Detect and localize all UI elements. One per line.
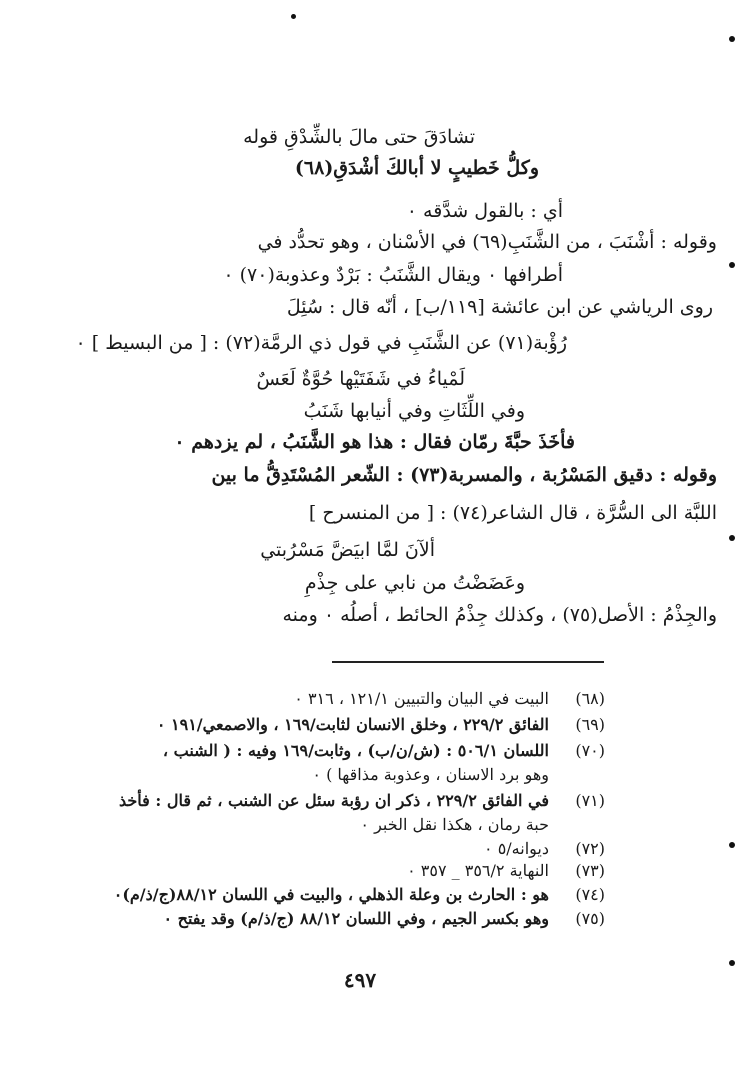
margin-dot: [729, 960, 735, 966]
body-text-line: اللبَّة الى السُّرَّة ، قال الشاعر(٧٤) : [ من المنسرح ]: [308, 502, 717, 524]
footnote-text: النهاية ٣٥٦/٢ _ ٣٥٧ ٠: [407, 861, 549, 880]
verse-line: وعَضَضْتُ من نابي على جِذْمِ: [304, 572, 525, 594]
footnote-number: (٧٤): [575, 885, 605, 904]
margin-dot: [729, 842, 735, 848]
verse-line: لَمْياءُ في شَفَتَيْها حُوَّةٌ لَعَسٌ: [256, 368, 465, 390]
footnote-text: وهو بكسر الجيم ، وفي اللسان ٨٨/١٢ (ج/ذ/م) وقد يفتح ٠: [163, 909, 549, 928]
body-text-line: أي : بالقول شدَّقه ٠: [406, 200, 563, 222]
body-text-line: والجِذْمُ : الأصل(٧٥) ، وكذلك جِذْمُ الحائط ، أصلُه ٠ ومنه: [282, 604, 717, 626]
body-text-line: فأخَذَ حبَّةَ رمّان فقال : هذا هو الشَّنَبُ ، لم يزدهم ٠: [174, 431, 575, 453]
verse-line: وفي اللِّثَاتِ وفي أنيابها شَنَبُ: [303, 400, 525, 422]
footnote-number: (٧٠): [575, 741, 605, 760]
footnote-text: هو : الحارث بن وعلة الذهلي ، والبيت في اللسان ٨٨/١٢(ج/ذ/م)٠: [113, 885, 549, 904]
margin-dot: [729, 262, 735, 268]
body-text-line: وقوله : دقيق المَسْرُبة ، والمسربة(٧٣) : الشّعر المُسْتَدِقُّ ما بين: [211, 464, 717, 486]
footnote-number: (٦٨): [575, 689, 605, 708]
footnote-number: (٦٩): [575, 715, 605, 734]
body-text-line: رُؤْبة(٧١) عن الشَّنَبِ في قول ذي الرمَّة(٧٢) : [ من البسيط ] ٠: [75, 332, 567, 354]
body-text-line: أطرافها ٠ ويقال الشَّنَبُ : بَرْدٌ وعذوبة(٧٠) ٠: [223, 264, 563, 286]
verse-line: ألآنَ لمَّا ابيَضَّ مَسْرُبتي: [260, 539, 435, 561]
footnote-number: (٧٢): [575, 839, 605, 858]
margin-dot: [729, 36, 735, 42]
footnote-separator: [332, 661, 604, 663]
scan-speck: [291, 14, 296, 19]
footnote-text: ديوانه/٥ ٠: [484, 839, 549, 858]
footnote-continuation: حبة رمان ، هكذا نقل الخبر ٠: [360, 815, 549, 834]
body-text-line: وقوله : أشْنَبَ ، من الشَّنَبِ(٦٩) في الأسْنان ، وهو تحدُّد في: [257, 231, 717, 253]
verse-line: وكلُّ خَطيبٍ لا أبالكَ أشْدَقِ(٦٨): [294, 157, 539, 179]
footnote-text: البيت في البيان والتبيين ١٢١/١ ، ٣١٦ ٠: [294, 689, 549, 708]
footnote-number: (٧١): [575, 791, 605, 810]
footnote-number: (٧٥): [575, 909, 605, 928]
footnote-text: في الفائق ٢٢٩/٢ ، ذكر ان رؤبة سئل عن الشنب ، ثم قال : فأخذ: [118, 791, 549, 810]
footnote-text: اللسان ٥٠٦/١ : (ش/ن/ب) ، وثابت/١٦٩ وفيه : ( الشنب ،: [162, 741, 549, 760]
page-number: ٤٩٧: [343, 968, 377, 992]
body-text-line: روى الرياشي عن ابن عائشة [١١٩/ب] ، أنّه قال : سُئِلَ: [286, 296, 713, 318]
margin-dot: [729, 535, 735, 541]
footnote-number: (٧٣): [575, 861, 605, 880]
footnote-text: الفائق ٢٢٩/٢ ، وخلق الانسان لثابت/١٦٩ ، والاصمعي/١٩١ ٠: [156, 715, 549, 734]
footnote-continuation: وهو برد الاسنان ، وعذوبة مذاقها ) ٠: [312, 765, 549, 784]
verse-line: تشادَقَ حتى مالَ بالشِّدْقِ قوله: [243, 126, 475, 148]
